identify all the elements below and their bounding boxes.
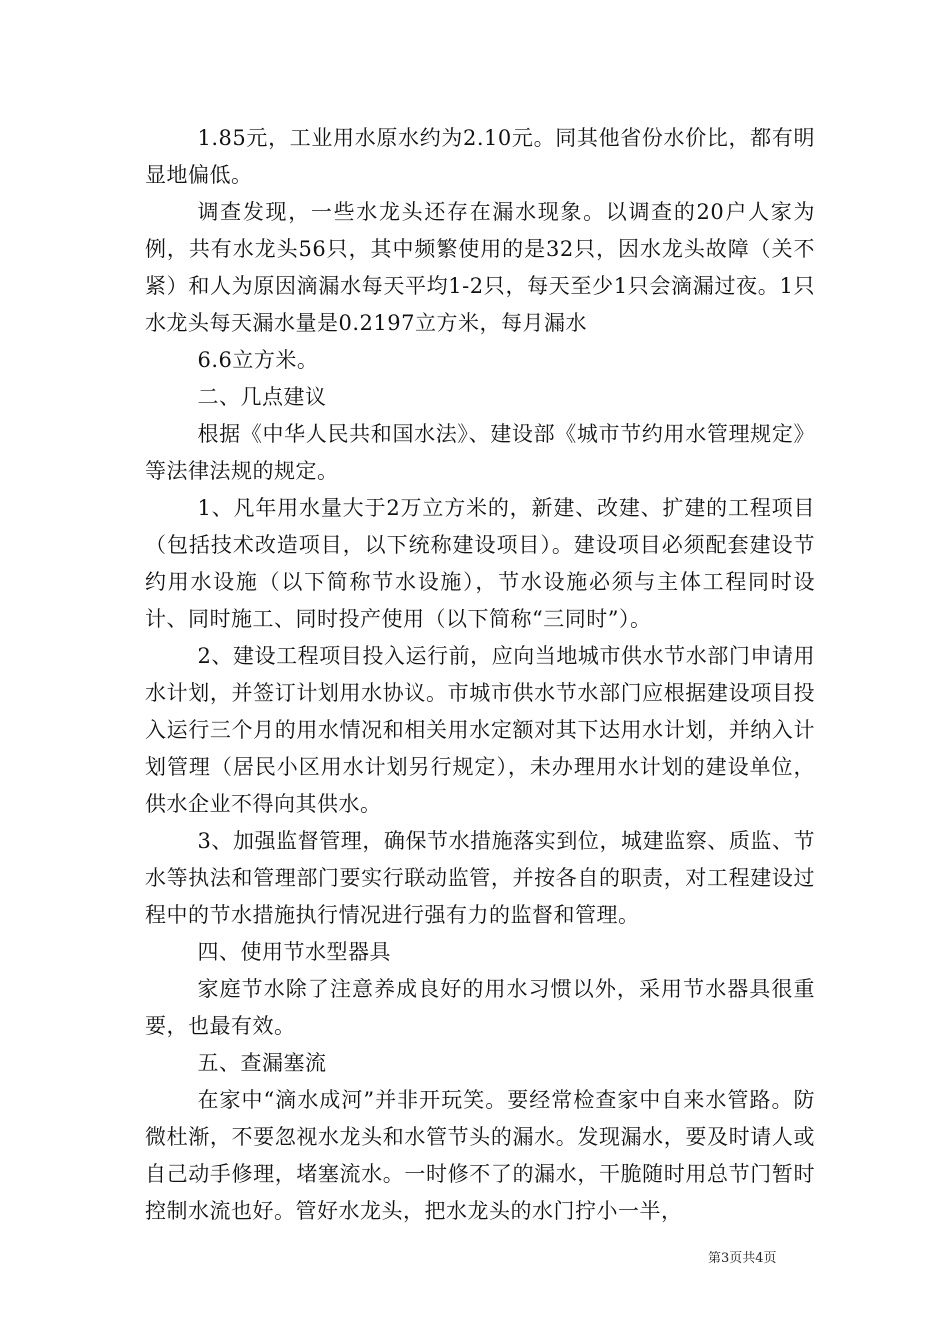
document-body — [145, 120, 815, 1230]
paragraph-devices: 家庭节水除了注意养成良好的用水习惯以外，采用节水器具很重要，也最有效。 — [145, 977, 815, 1038]
section-heading-suggestions: 二、几点建议 — [197, 385, 327, 409]
paragraph-water-price: 1.85元，工业用水原水约为2.10元。同其他省份水价比，都有明显地偏低。 — [145, 126, 815, 187]
paragraph-item-1: 1、凡年用水量大于2万立方米的，新建、改建、扩建的工程项目（包括技术改造项目，以下统称建设项目）。建设项目必须配套建设节约用水设施（以下简称节水设施），节水设施必须与主体工程同时设计、同时施工、同时投产使用（以下简称“三同时”）。 — [145, 496, 815, 631]
paragraph-survey-findings: 调查发现，一些水龙头还存在漏水现象。以调查的20户人家为例，共有水龙头56只，其中频繁使用的是32只，因水龙头故障（关不紧）和人为原因滴漏水每天平均1-2只，每天至少1只会滴漏过夜。1只水龙头每天漏水量是0.2197立方米，每月漏水 — [145, 200, 815, 335]
page-number: 第3页共4页 — [708, 1251, 777, 1266]
paragraph-monthly-leak: 6.6立方米。 — [197, 348, 319, 372]
paragraph-item-2: 2、建设工程项目投入运行前，应向当地城市供水节水部门申请用水计划，并签订计划用水协议。市城市供水节水部门应根据建设项目投入运行三个月的用水情况和相关用水定额对其下达用水计划，并纳入计划管理（居民小区用水计划另行规定），未办理用水计划的建设单位，供水企业不得向其供水。 — [145, 644, 815, 816]
section-heading-leaks: 五、查漏塞流 — [197, 1051, 327, 1075]
paragraph-leaks: 在家中“滴水成河”并非开玩笑。要经常检查家中自来水管路。防微杜渐，不要忽视水龙头和水管节头的漏水。发现漏水，要及时请人或自己动手修理，堵塞流水。一时修不了的漏水，干脆随时用总节门暂时控制水流也好。管好水龙头，把水龙头的水门拧小一半， — [145, 1088, 815, 1223]
section-heading-devices: 四、使用节水型器具 — [197, 940, 391, 964]
paragraph-item-3: 3、加强监督管理，确保节水措施落实到位，城建监察、质监、节水等执法和管理部门要实行联动监管，并按各自的职责，对工程建设过程中的节水措施执行情况进行强有力的监督和管理。 — [145, 829, 815, 927]
paragraph-legal-basis: 根据《中华人民共和国水法》、建设部《城市节约用水管理规定》等法律法规的规定。 — [145, 422, 815, 483]
